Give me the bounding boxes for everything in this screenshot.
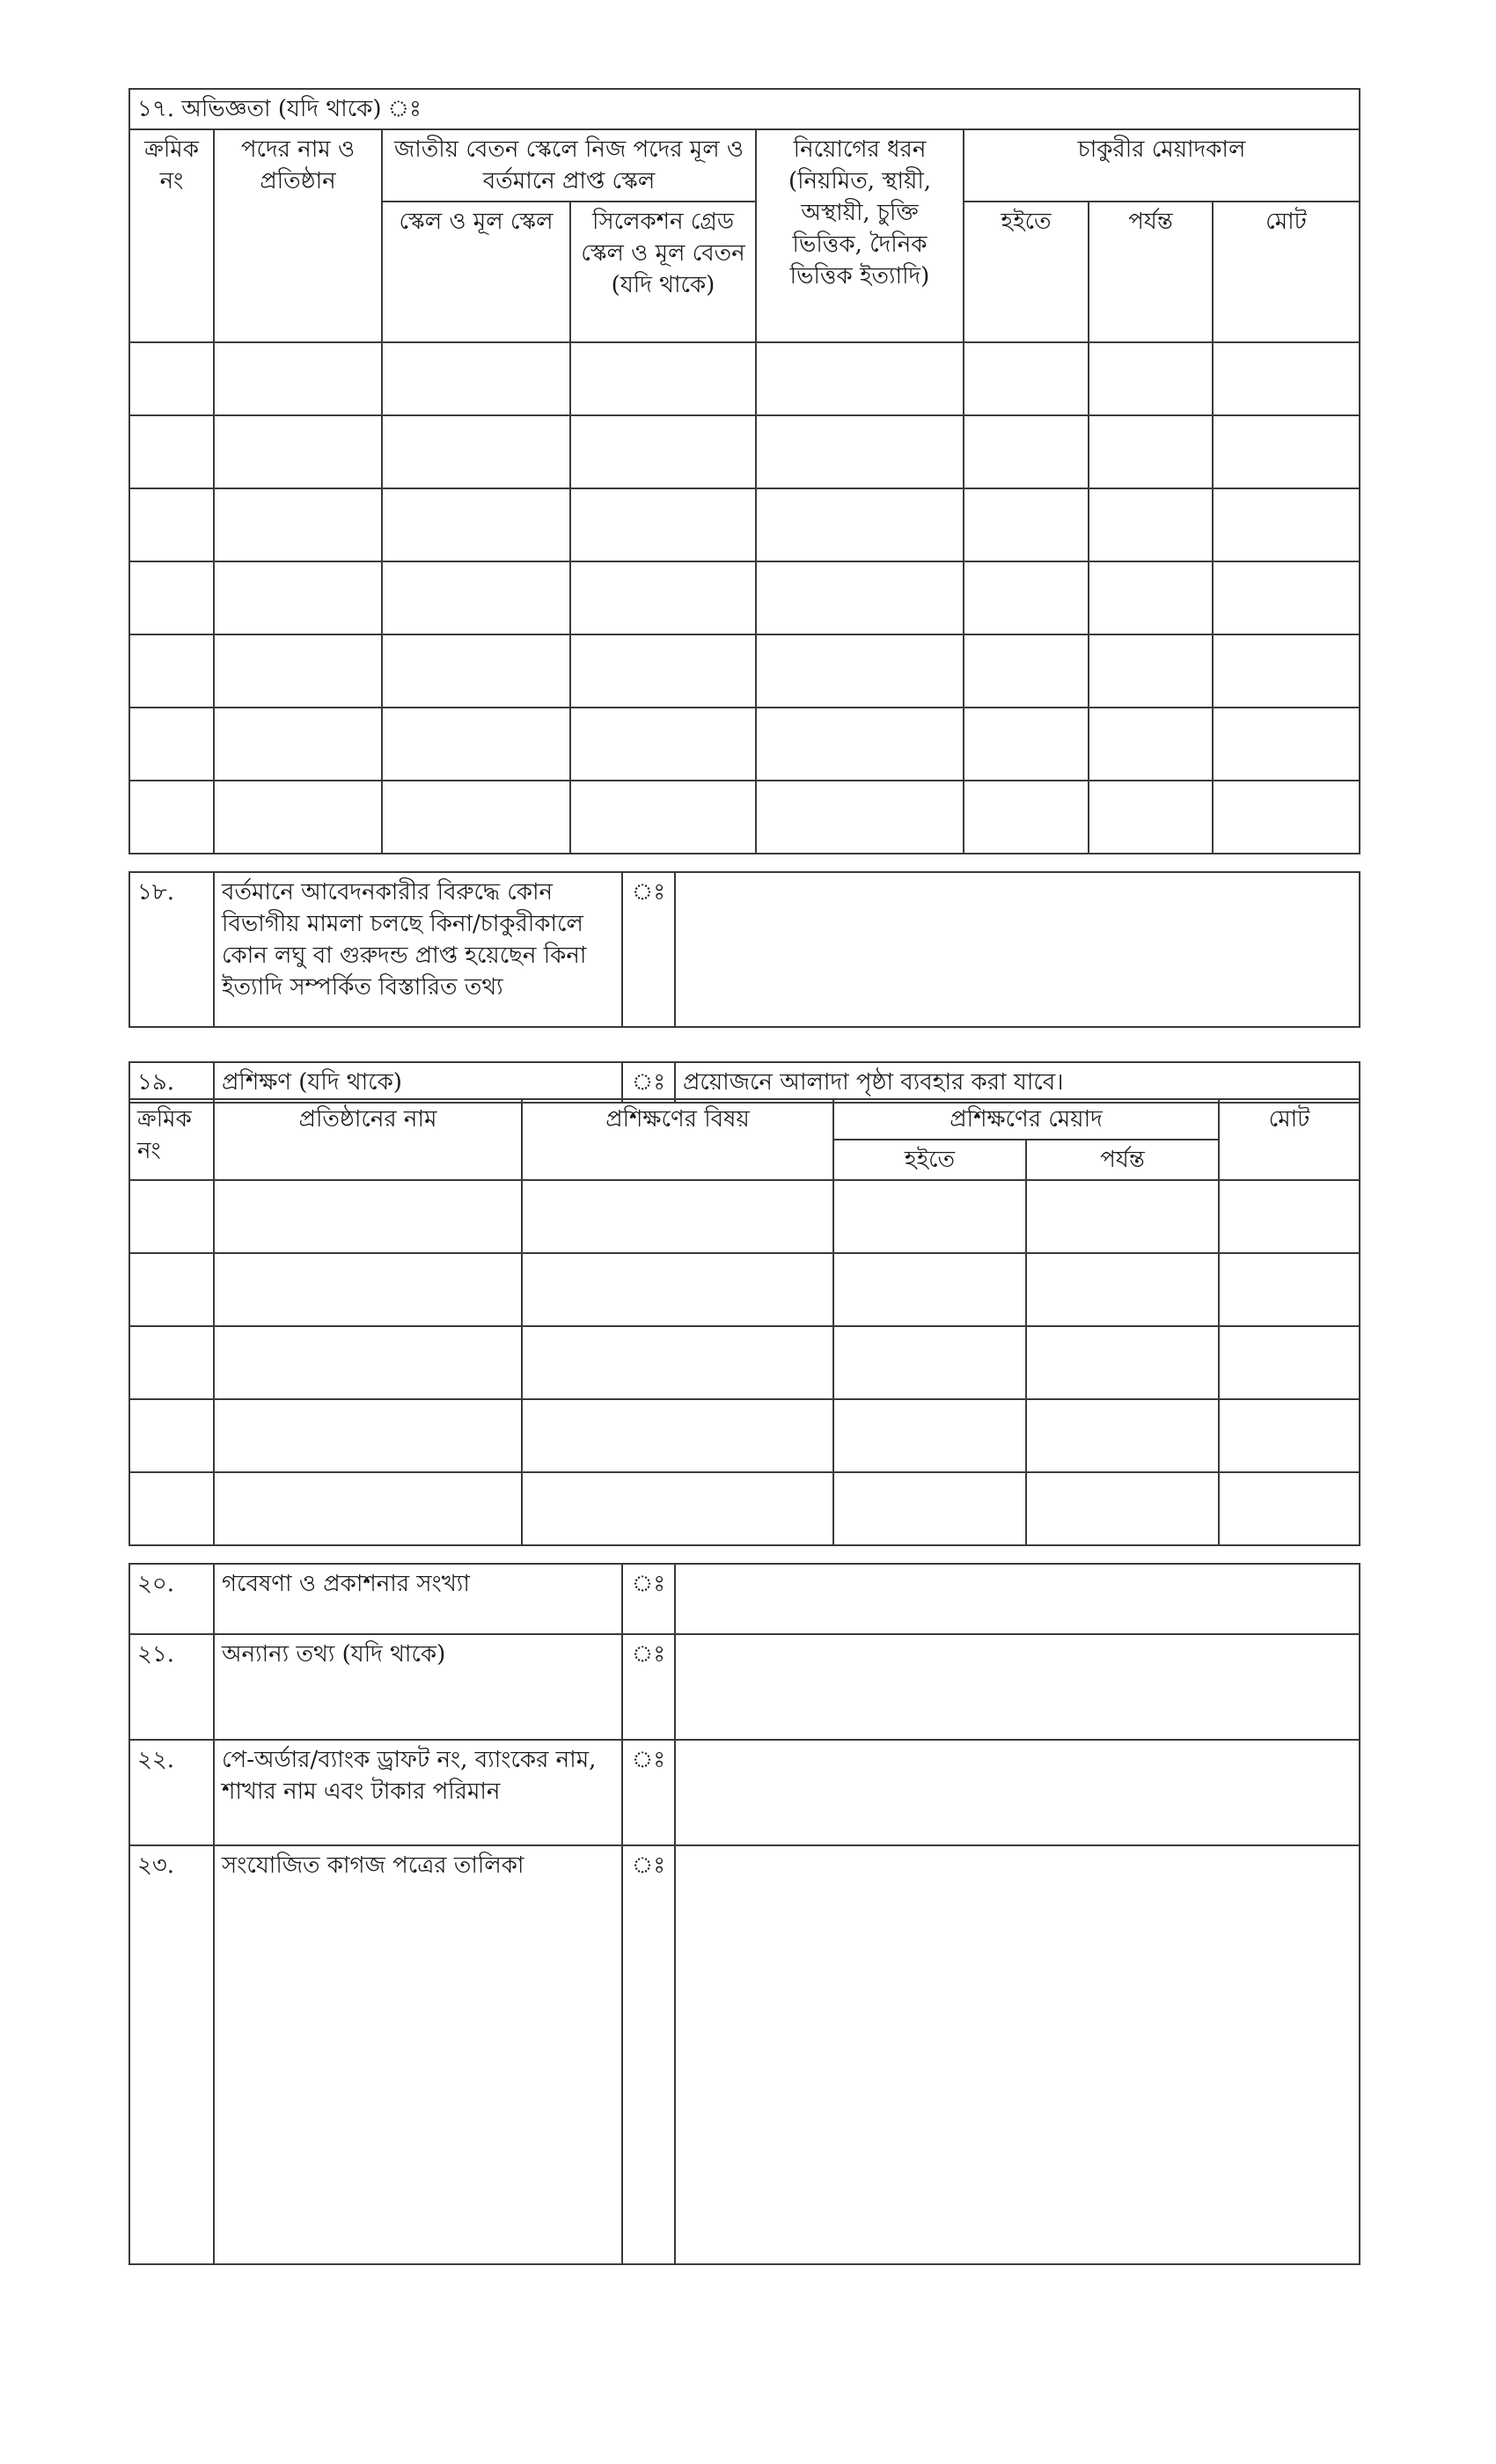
cell[interactable] (1089, 708, 1213, 781)
cell[interactable] (382, 781, 570, 854)
attachments-number: ২৩. (129, 1845, 214, 2264)
cell[interactable] (1213, 781, 1360, 854)
cell[interactable] (214, 708, 382, 781)
experience-row (129, 781, 1360, 854)
cell[interactable] (1219, 1180, 1360, 1253)
experience-pay-scale-header: জাতীয় বেতন স্কেলে নিজ পদের মূল ও বর্তমানে প্রাপ্ত স্কেল (382, 129, 756, 202)
cell[interactable] (214, 781, 382, 854)
disciplinary-number: ১৮. (129, 872, 214, 1027)
experience-to-header: পর্যন্ত (1089, 202, 1213, 342)
cell[interactable] (1089, 488, 1213, 561)
cell[interactable] (833, 1472, 1026, 1545)
payment-label: পে-অর্ডার/ব্যাংক ড্রাফট নং, ব্যাংকের নাম, শাখার নাম এবং টাকার পরিমান (214, 1740, 622, 1845)
training-header-table (128, 1061, 1360, 1104)
cell[interactable] (522, 1326, 833, 1399)
cell[interactable] (570, 634, 756, 708)
training-number: ১৯. (129, 1062, 214, 1103)
cell[interactable] (1213, 634, 1360, 708)
cell[interactable] (214, 1253, 522, 1326)
experience-row (129, 415, 1360, 488)
cell[interactable] (570, 415, 756, 488)
training-from-header: হইতে (833, 1140, 1026, 1180)
experience-row (129, 708, 1360, 781)
payment-answer-field[interactable] (675, 1740, 1360, 1845)
experience-post-header: পদের নাম ও প্রতিষ্ঠান (214, 129, 382, 342)
cell[interactable] (382, 634, 570, 708)
research-answer-field[interactable] (675, 1564, 1360, 1634)
cell[interactable] (570, 561, 756, 634)
disciplinary-table (128, 871, 1360, 1028)
cell[interactable] (1213, 561, 1360, 634)
disciplinary-label: বর্তমানে আবেদনকারীর বিরুদ্ধে কোন বিভাগীয় মামলা চলছে কিনা/চাকুরীকালে কোন লঘু বা গুরুদন্ড প্রাপ্ত হয়েছেন কিনা ইত্যাদি সম্পর্কিত বিস্তারিত তথ্য (214, 872, 622, 1027)
experience-row (129, 634, 1360, 708)
cell[interactable] (756, 342, 964, 415)
attachments-colon: ঃ (622, 1845, 675, 2264)
experience-duration-header: চাকুরীর মেয়াদকাল (964, 129, 1360, 202)
cell[interactable] (1026, 1253, 1219, 1326)
other-info-colon: ঃ (622, 1634, 675, 1740)
cell[interactable] (214, 1326, 522, 1399)
training-institution-header: প্রতিষ্ঠানের নাম (214, 1099, 522, 1180)
cell[interactable] (833, 1399, 1026, 1472)
cell[interactable] (1219, 1399, 1360, 1472)
training-serial-header: ক্রমিক নং (129, 1099, 214, 1180)
training-duration-header: প্রশিক্ষণের মেয়াদ (833, 1099, 1219, 1140)
other-info-answer-field[interactable] (675, 1634, 1360, 1740)
cell[interactable] (382, 342, 570, 415)
cell[interactable] (570, 781, 756, 854)
cell[interactable] (522, 1253, 833, 1326)
cell[interactable] (964, 781, 1089, 854)
cell[interactable] (756, 634, 964, 708)
cell[interactable] (964, 415, 1089, 488)
cell[interactable] (129, 634, 214, 708)
training-table (128, 1098, 1360, 1546)
cell[interactable] (129, 1326, 214, 1399)
cell[interactable] (214, 342, 382, 415)
training-row (129, 1253, 1360, 1326)
cell[interactable] (1089, 634, 1213, 708)
disciplinary-colon: ঃ (622, 872, 675, 1027)
disciplinary-answer-field[interactable] (675, 872, 1360, 1027)
cell[interactable] (522, 1180, 833, 1253)
cell[interactable] (129, 1180, 214, 1253)
cell[interactable] (214, 1472, 522, 1545)
training-colon: ঃ (622, 1062, 675, 1103)
cell[interactable] (129, 488, 214, 561)
cell[interactable] (129, 708, 214, 781)
payment-number: ২২. (129, 1740, 214, 1845)
cell[interactable] (756, 488, 964, 561)
cell[interactable] (129, 1399, 214, 1472)
cell[interactable] (1089, 781, 1213, 854)
other-info-table (128, 1563, 1360, 2265)
cell[interactable] (1219, 1472, 1360, 1545)
training-to-header: পর্যন্ত (1026, 1140, 1219, 1180)
experience-selection-grade-header: সিলেকশন গ্রেড স্কেল ও মূল বেতন (যদি থাকে) (570, 202, 756, 342)
experience-table (128, 88, 1360, 854)
experience-serial-header: ক্রমিক নং (129, 129, 214, 342)
cell[interactable] (833, 1326, 1026, 1399)
cell[interactable] (964, 488, 1089, 561)
other-info-number: ২১. (129, 1634, 214, 1740)
payment-colon: ঃ (622, 1740, 675, 1845)
research-number: ২০. (129, 1564, 214, 1634)
cell[interactable] (1213, 342, 1360, 415)
cell[interactable] (214, 488, 382, 561)
experience-title: ১৭. অভিজ্ঞতা (যদি থাকে) ঃ (129, 89, 1360, 129)
cell[interactable] (382, 415, 570, 488)
cell[interactable] (964, 708, 1089, 781)
cell[interactable] (382, 488, 570, 561)
experience-from-header: হইতে (964, 202, 1089, 342)
experience-appointment-type-header: নিয়োগের ধরন (নিয়মিত, স্থায়ী, অস্থায়ী, চুক্তি ভিত্তিক, দৈনিক ভিত্তিক ইত্যাদি) (756, 129, 964, 342)
cell[interactable] (570, 488, 756, 561)
cell[interactable] (129, 1472, 214, 1545)
research-colon: ঃ (622, 1564, 675, 1634)
experience-scale-basic-header: স্কেল ও মূল স্কেল (382, 202, 570, 342)
cell[interactable] (382, 561, 570, 634)
cell[interactable] (522, 1399, 833, 1472)
cell[interactable] (964, 561, 1089, 634)
cell[interactable] (1089, 415, 1213, 488)
training-row (129, 1472, 1360, 1545)
cell[interactable] (756, 781, 964, 854)
cell[interactable] (756, 561, 964, 634)
cell[interactable] (756, 415, 964, 488)
other-info-label: অন্যান্য তথ্য (যদি থাকে) (214, 1634, 622, 1740)
cell[interactable] (522, 1472, 833, 1545)
training-total-header: মোট (1219, 1099, 1360, 1180)
cell[interactable] (570, 708, 756, 781)
training-row (129, 1180, 1360, 1253)
cell[interactable] (964, 342, 1089, 415)
cell[interactable] (1213, 708, 1360, 781)
training-note: প্রয়োজনে আলাদা পৃষ্ঠা ব্যবহার করা যাবে। (675, 1062, 1360, 1103)
cell[interactable] (833, 1253, 1026, 1326)
cell[interactable] (1026, 1180, 1219, 1253)
training-subject-header: প্রশিক্ষণের বিষয় (522, 1099, 833, 1180)
training-row (129, 1399, 1360, 1472)
attachments-label: সংযোজিত কাগজ পত্রের তালিকা (214, 1845, 622, 2264)
cell[interactable] (1213, 415, 1360, 488)
cell[interactable] (382, 708, 570, 781)
experience-row (129, 342, 1360, 415)
cell[interactable] (1026, 1472, 1219, 1545)
cell[interactable] (214, 1180, 522, 1253)
cell[interactable] (214, 561, 382, 634)
cell[interactable] (129, 781, 214, 854)
cell[interactable] (570, 342, 756, 415)
cell[interactable] (129, 415, 214, 488)
cell[interactable] (756, 708, 964, 781)
cell[interactable] (1026, 1399, 1219, 1472)
training-row (129, 1326, 1360, 1399)
cell[interactable] (1026, 1326, 1219, 1399)
cell[interactable] (214, 415, 382, 488)
training-label: প্রশিক্ষণ (যদি থাকে) (214, 1062, 622, 1103)
cell[interactable] (129, 561, 214, 634)
cell[interactable] (214, 634, 382, 708)
cell[interactable] (833, 1180, 1026, 1253)
attachments-answer-field[interactable] (675, 1845, 1360, 2264)
cell[interactable] (1089, 342, 1213, 415)
research-label: গবেষণা ও প্রকাশনার সংখ্যা (214, 1564, 622, 1634)
cell[interactable] (214, 1399, 522, 1472)
cell[interactable] (1089, 561, 1213, 634)
experience-row (129, 488, 1360, 561)
cell[interactable] (1219, 1253, 1360, 1326)
cell[interactable] (129, 342, 214, 415)
experience-row (129, 561, 1360, 634)
cell[interactable] (1219, 1326, 1360, 1399)
cell[interactable] (129, 1253, 214, 1326)
cell[interactable] (1213, 488, 1360, 561)
experience-total-header: মোট (1213, 202, 1360, 342)
cell[interactable] (964, 634, 1089, 708)
